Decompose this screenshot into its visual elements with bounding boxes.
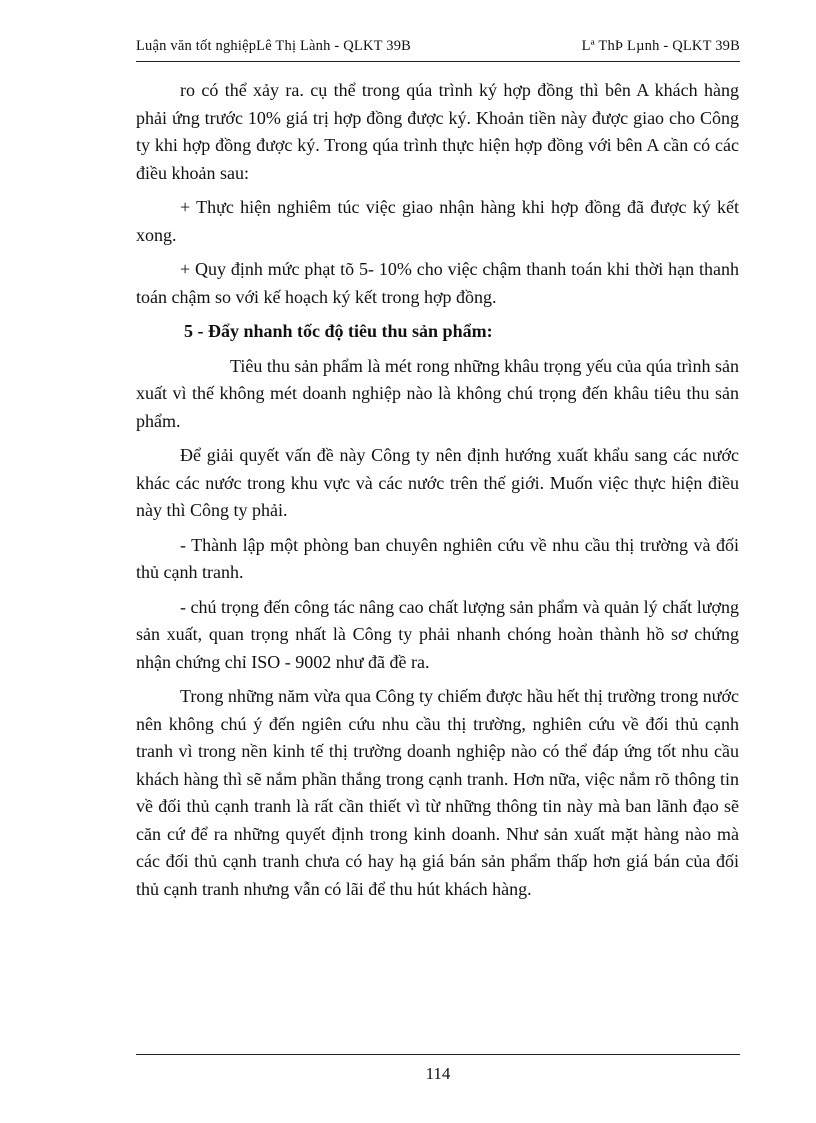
header-left-text: Luận văn tốt nghiệpLê Thị Lành - QLKT 39B	[136, 38, 412, 54]
document-body	[136, 77, 739, 910]
section-heading: 5 - Đẩy nhanh tốc độ tiêu thu sản phẩm:	[184, 321, 493, 341]
page-number: 114	[425, 1064, 451, 1083]
paragraph-research-department: - Thành lập một phòng ban chuyên nghiên cứu về nhu cầu thị trường và đối thủ cạnh tranh.	[136, 534, 739, 582]
paragraph-quality: - chú trọng đến công tác nâng cao chất lượng sản phẩm và quản lý chất lượng sản xuất, quan trọng nhất là Công ty phải nhanh chóng hoàn thành hồ sơ chứng nhận chứng chỉ ISO - 9002 như đã đề ra.	[136, 596, 739, 672]
header-right-text: Lª ThÞ Lµnh - QLKT 39B	[581, 38, 740, 54]
header-rule	[136, 61, 740, 62]
paragraph-export: Để giải quyết vấn đề này Công ty nên định hướng xuất khẩu sang các nước khác các nước trong khu vực và các nước trên thế giới. Muốn việc thực hiện điều này thì Công ty phải.	[136, 445, 739, 520]
footer-rule	[136, 1054, 740, 1055]
paragraph-contract-terms: ro có thể xảy ra. cụ thể trong qúa trình ký hợp đồng thì bên A khách hàng phải ứng trước 10% giá trị hợp đồng được ký. Khoản tiền này được giao cho Công ty khi hợp đồng được ký. Trong qúa trình thực hiện hợp đồng với bên A cần có các điều khoản sau:	[136, 80, 739, 183]
page-header	[136, 38, 740, 55]
paragraph-penalty-term: + Quy định mức phạt tõ 5- 10% cho việc chậm thanh toán khi thời hạn thanh toán chậm so với kế hoạch ký kết trong hợp đồng.	[136, 259, 739, 307]
paragraph-delivery-term: + Thực hiện nghiêm túc việc giao nhận hàng khi hợp đồng đã được ký kết xong.	[136, 197, 739, 245]
paragraph-competition: Trong những năm vừa qua Công ty chiếm được hầu hết thị trường trong nước nên không chú ý đến ngiên cứu nhu cầu thị trường, nghiên cứu về đối thủ cạnh tranh vì trong nền kinh tế thị trường doanh nghiệp nào có thể đáp ứng tốt nhu cầu khách hàng thì sẽ nắm phần thắng trong cạnh tranh. Hơn nữa, việc nắm rõ thông tin về đối thủ cạnh tranh là rất cần thiết vì từ những thông tin này mà ban lãnh đạo sẽ căn cứ để ra những quyết định trong kinh doanh. Như sản xuất mặt hàng nào mà các đối thủ cạnh tranh chưa có hay hạ giá bán sản phẩm thấp hơn giá bán của đối thủ cạnh tranh nhưng vẫn có lãi để thu hút khách hàng.	[136, 686, 739, 899]
paragraph-consumption: Tiêu thu sản phẩm là mét rong những khâu trọng yếu của qúa trình sản xuất vì thế không mét doanh nghiệp nào là không chú trọng đến khâu tiêu thu sản phẩm.	[136, 355, 740, 431]
